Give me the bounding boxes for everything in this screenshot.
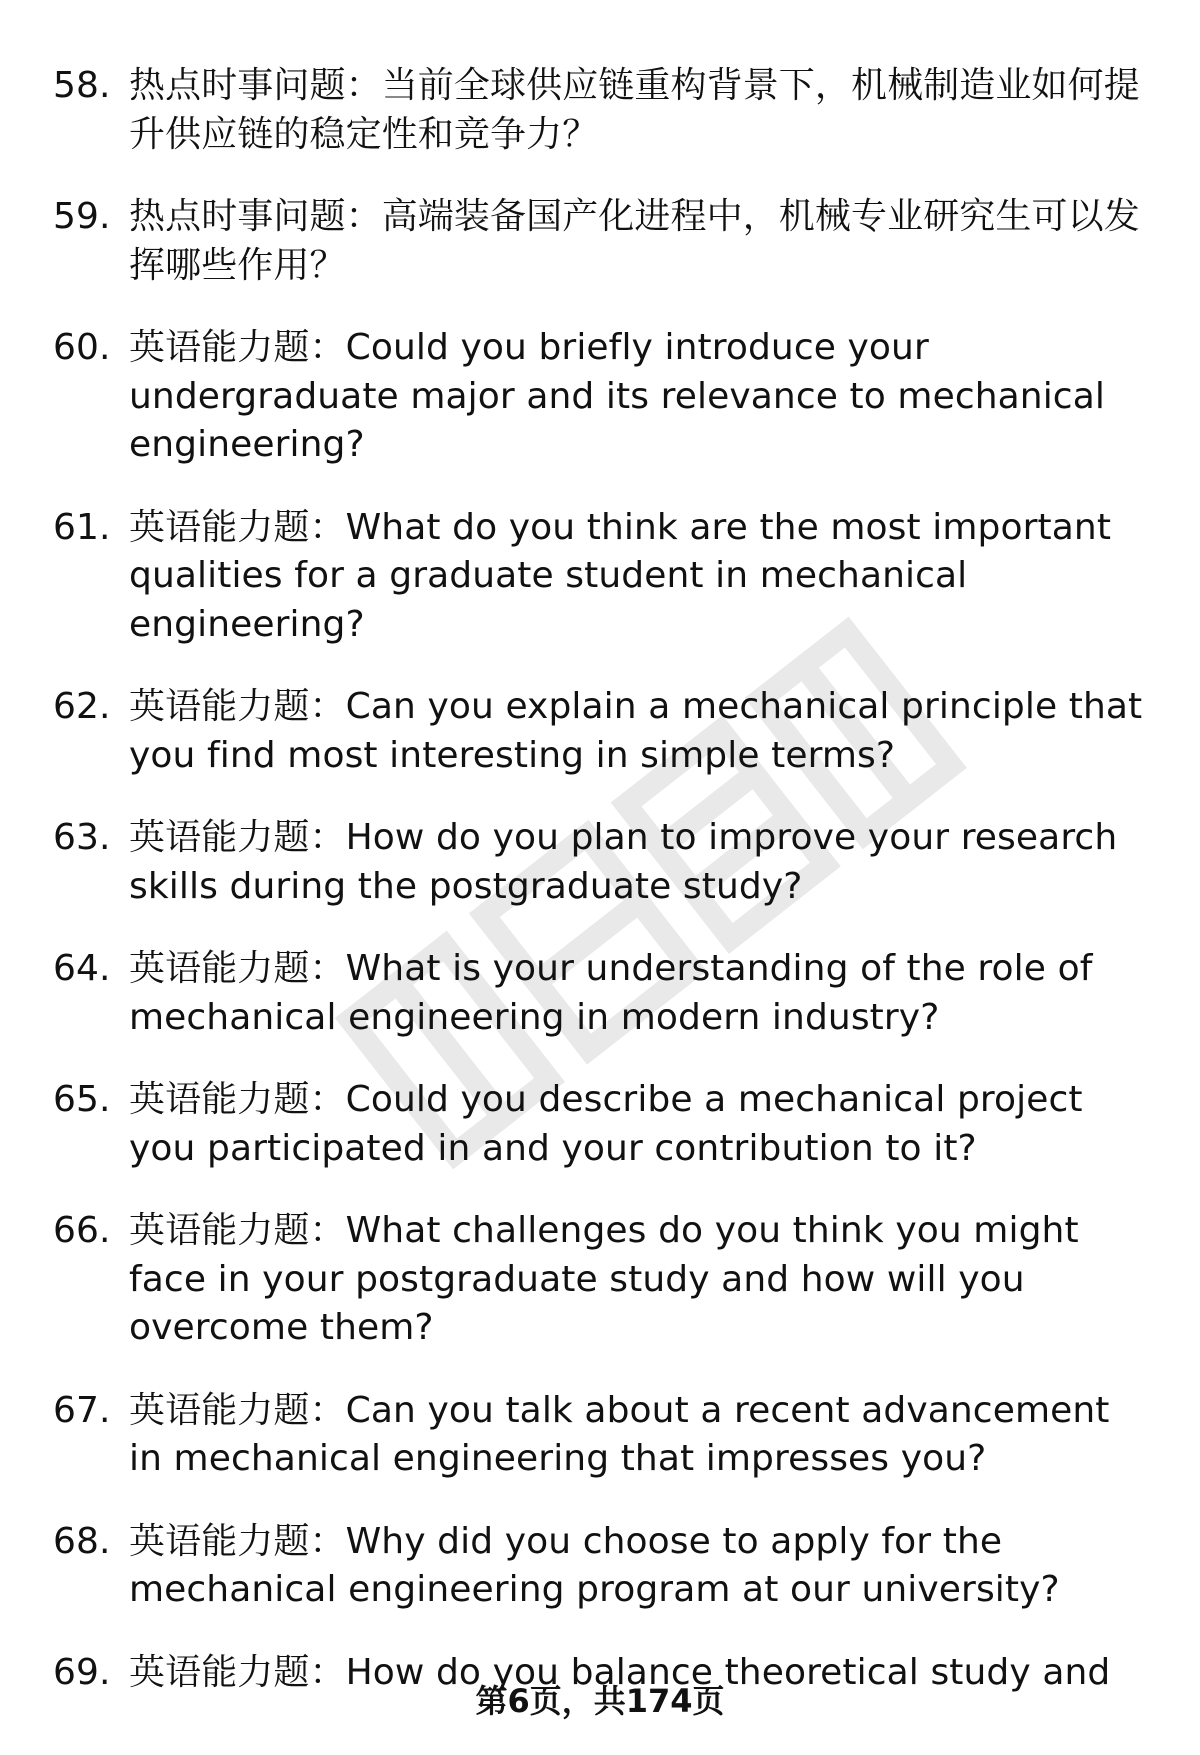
question-item xyxy=(53,1518,1153,1615)
question-number: 58. xyxy=(53,65,111,106)
page-number-footer: 第6页，共174页 xyxy=(475,1682,725,1720)
question-number: 62. xyxy=(53,686,111,727)
question-number: 63. xyxy=(53,817,111,858)
question-item xyxy=(53,62,1153,159)
question-text: 英语能力题：What do you think are the most important qualities for a graduate student in mechanical engineering? xyxy=(129,506,1112,645)
question-list xyxy=(53,62,1153,1731)
question-text: 英语能力题：Could you briefly introduce your undergraduate major and its relevance to mechanical engineering? xyxy=(129,327,1105,465)
question-text: 英语能力题：Could you describe a mechanical project you participated in and your contribution to it? xyxy=(129,1079,1083,1169)
question-text: 热点时事问题：当前全球供应链重构背景下，机械制造业如何提升供应链的稳定性和竞争力？ xyxy=(129,65,1140,155)
question-number: 59. xyxy=(53,196,111,237)
question-text: 英语能力题：How do you plan to improve your research skills during the postgraduate study? xyxy=(129,817,1118,907)
question-item xyxy=(53,814,1153,911)
question-number: 69. xyxy=(53,1651,111,1693)
question-text: 英语能力题：Why did you choose to apply for the mechanical engineering program at our university? xyxy=(129,1520,1060,1610)
question-item xyxy=(53,1076,1153,1173)
question-number: 61. xyxy=(53,506,111,548)
question-text: 英语能力题：What challenges do you think you might face in your postgraduate study and how will you overcome them? xyxy=(129,1210,1079,1348)
question-number: 65. xyxy=(53,1079,111,1120)
question-text: 英语能力题：Can you explain a mechanical principle that you find most interesting in simple terms? xyxy=(129,686,1143,776)
question-number: 64. xyxy=(53,948,111,989)
question-item xyxy=(53,504,1153,650)
question-item xyxy=(53,193,1153,290)
question-item xyxy=(53,324,1153,470)
question-text: 英语能力题：What is your understanding of the role of mechanical engineering in modern industry? xyxy=(129,948,1093,1038)
question-number: 60. xyxy=(53,327,111,368)
question-number: 68. xyxy=(53,1520,111,1562)
question-text: 英语能力题：How do you balance theoretical study and xyxy=(129,1651,1111,1693)
question-item xyxy=(53,1387,1153,1484)
question-text: 热点时事问题：高端装备国产化进程中，机械专业研究生可以发挥哪些作用？ xyxy=(129,196,1140,286)
question-item xyxy=(53,945,1153,1042)
question-item xyxy=(53,1207,1153,1353)
question-number: 66. xyxy=(53,1210,111,1251)
question-item xyxy=(53,683,1153,780)
question-number: 67. xyxy=(53,1389,111,1431)
question-text: 英语能力题：Can you talk about a recent advancement in mechanical engineering that impresses you? xyxy=(129,1389,1110,1479)
